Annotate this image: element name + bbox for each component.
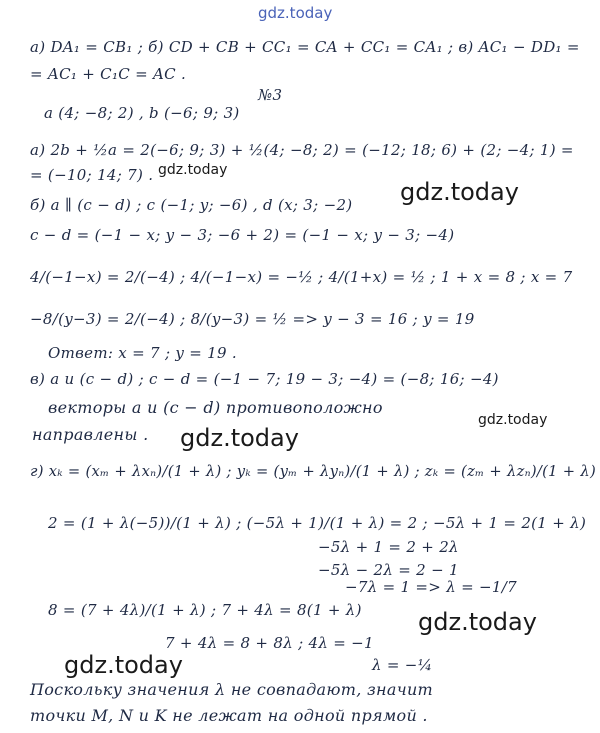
part-b-line1: б) a ∥ (c − d) ; c (−1; y; −6) , d (x; 3; −2) [30, 196, 353, 214]
watermark-6: gdz.today [64, 651, 183, 679]
part-d-eq-x: 2 = (1 + λ(−5))/(1 + λ) ; (−5λ + 1)/(1 + λ) = 2 ; −5λ + 1 = 2(1 + λ) [48, 514, 587, 532]
line-a-b-c: а) DA₁ = CB₁ ; б) CD + CB + CC₁ = CA + CC₁ = CA₁ ; в) AC₁ − DD₁ = [30, 38, 580, 56]
watermark-2: gdz.today [400, 178, 519, 206]
watermark-4: gdz.today [180, 424, 299, 452]
part-d-step3: −7λ = 1 => λ = −1/7 [345, 578, 517, 596]
part-d-formula: г) xₖ = (xₘ + λxₙ)/(1 + λ) ; yₖ = (yₘ + λyₙ)/(1 + λ) ; zₖ = (zₘ + λzₙ)/(1 + λ) [30, 463, 596, 480]
conclusion-line1: Поскольку значения λ не совпадают, значит [30, 680, 434, 699]
part-a-line2: = (−10; 14; 7) . [30, 166, 154, 184]
part-b-line2: c − d = (−1 − x; y − 3; −6 + 2) = (−1 − x; y − 3; −4) [30, 226, 455, 244]
part-c-line2: векторы a и (c − d) противоположно [48, 398, 383, 417]
part-b-line4: −8/(y−3) = 2/(−4) ; 8/(y−3) = ½ => y − 3 = 16 ; y = 19 [30, 310, 475, 328]
problem-number: №3 [258, 86, 283, 104]
part-b-answer: Ответ: x = 7 ; y = 19 . [48, 344, 237, 362]
part-d-step4: 7 + 4λ = 8 + 8λ ; 4λ = −1 [165, 634, 374, 652]
vectors-given: a (4; −8; 2) , b (−6; 9; 3) [44, 104, 240, 122]
part-c-line3: направлены . [32, 425, 149, 444]
part-c-line1: в) a и (c − d) ; c − d = (−1 − 7; 19 − 3; −4) = (−8; 16; −4) [30, 370, 499, 388]
watermark-5: gdz.today [418, 608, 537, 636]
part-d-step5: λ = −¼ [372, 656, 433, 674]
watermark-top: gdz.today [258, 4, 333, 22]
line-c-result: = AC₁ + C₁C = AC . [30, 65, 187, 83]
part-d-eq-z: 8 = (7 + 4λ)/(1 + λ) ; 7 + 4λ = 8(1 + λ) [48, 601, 362, 619]
watermark-1: gdz.today [158, 162, 228, 178]
part-d-step2: −5λ − 2λ = 2 − 1 [318, 561, 459, 579]
part-a-line1: а) 2b + ½a = 2(−6; 9; 3) + ½(4; −8; 2) = (−12; 18; 6) + (2; −4; 1) = [30, 141, 574, 159]
part-b-line3: 4/(−1−x) = 2/(−4) ; 4/(−1−x) = −½ ; 4/(1+x) = ½ ; 1 + x = 8 ; x = 7 [30, 268, 573, 286]
conclusion-line2: точки M, N и K не лежат на одной прямой . [30, 706, 428, 725]
watermark-3: gdz.today [478, 412, 548, 428]
part-d-step1: −5λ + 1 = 2 + 2λ [318, 538, 459, 556]
